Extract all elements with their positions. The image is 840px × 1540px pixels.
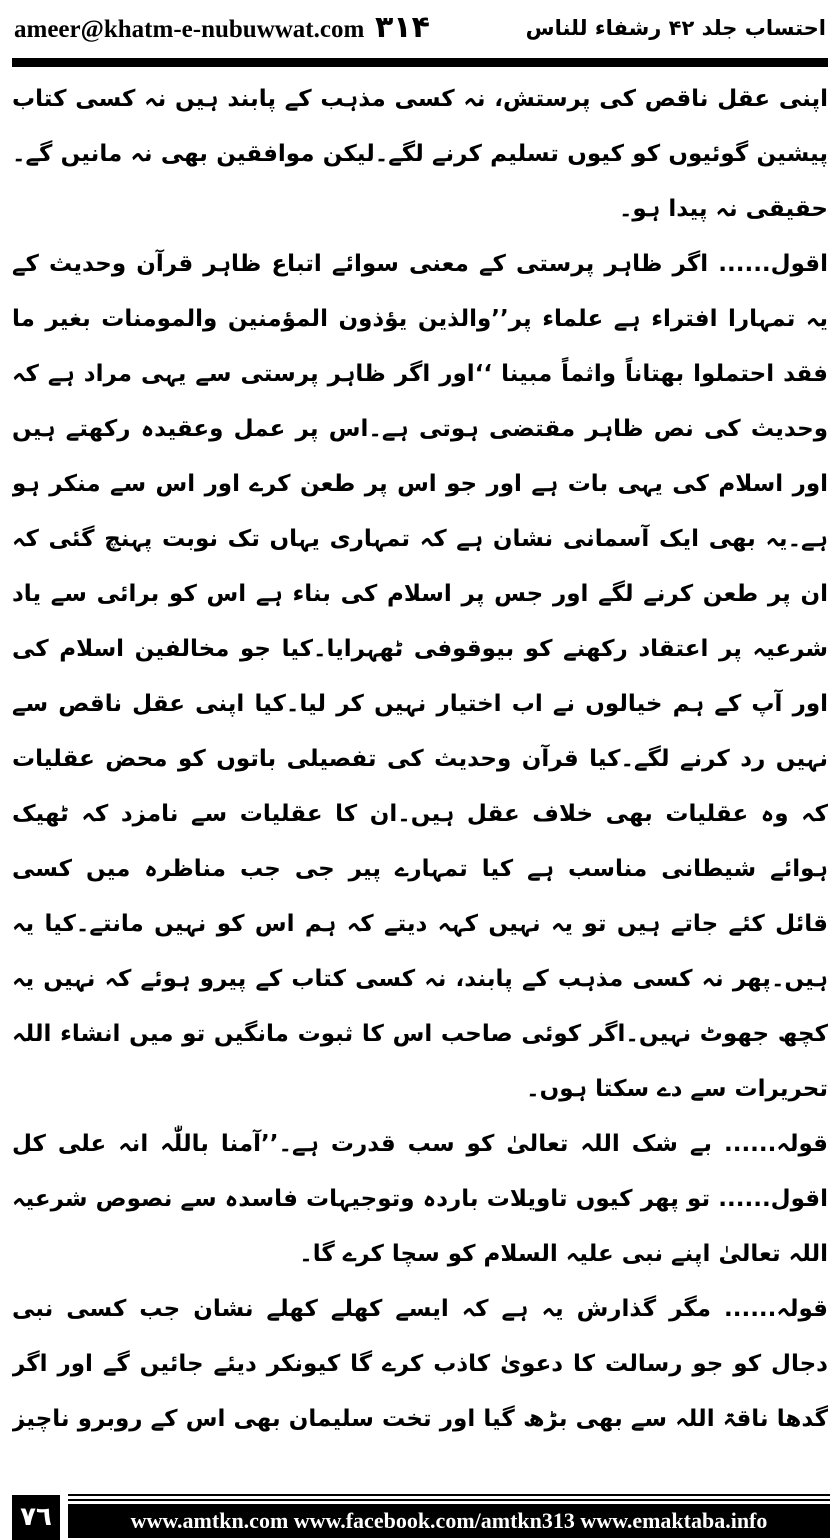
text-line: کچھ جھوٹ نہیں۔اگر کوئی صاحب اس کا ثبوت مانگیں تو میں انشاء اللہ <box>12 1021 828 1047</box>
header-book-title: احتساب جلد ۴۲ رشفاء للناس <box>525 16 826 40</box>
text-line: قولہ...... بے شک اللہ تعالیٰ کو سب قدرت ہے۔’’آمنا باللّٰہ انہ علی کل <box>12 1131 828 1157</box>
text-line: وحدیث کی نص ظاہر مقتضی ہوتی ہے۔اس پر عمل وعقیدہ رکھتے ہیں <box>12 416 828 442</box>
text-line: قائل کئے جاتے ہیں تو یہ نہیں کہہ دیتے کہ ہم اس کو نہیں مانتے۔کیا یہ <box>12 911 828 937</box>
text-line: اقول...... اگر ظاہر پرستی کے معنی سوائے اتباع ظاہر قرآن وحدیث کے <box>12 251 828 277</box>
text-line: اللہ تعالیٰ اپنے نبی علیہ السلام کو سچا کرے گا۔ <box>299 1241 828 1267</box>
footer-rule <box>68 1499 830 1501</box>
text-line: حقیقی نہ پیدا ہو۔ <box>618 196 828 222</box>
header-email: ameer@khatm-e-nubuwwat.com <box>14 16 365 43</box>
text-line: ہے۔یہ بھی ایک آسمانی نشان ہے کہ تمہاری یہاں تک نوبت پہنچ گئی کہ <box>12 526 828 552</box>
text-line: اور اسلام کی یہی بات ہے اور جو اس پر طعن کرے اور اس سے منکر ہو <box>12 471 828 497</box>
text-line: فقد احتملوا بھتاناً واثماً مبینا ‘‘اور اگر ظاہر پرستی سے یہی مراد ہے کہ <box>12 361 828 387</box>
text-line: دجال کو جو رسالت کا دعویٰ کاذب کرے گا کیونکر دیئے جائیں گے اور اگر <box>12 1351 828 1377</box>
text-line: اپنی عقل ناقص کی پرستش، نہ کسی مذہب کے پابند ہیں نہ کسی کتاب <box>12 86 828 112</box>
footer-links: www.amtkn.com www.facebook.com/amtkn313 www.emaktaba.info <box>68 1504 830 1538</box>
text-line: ہیں۔پھر نہ کسی مذہب کے پابند، نہ کسی کتاب کے پیرو ہوئے کہ نہیں یہ <box>12 966 828 992</box>
header-page-number: ۳۱۴ <box>375 10 430 45</box>
text-line: شرعیہ پر اعتقاد رکھنے کو بیوقوفی ٹھہرایا۔کیا جو مخالفین اسلام کی <box>12 636 828 662</box>
text-line: ان پر طعن کرنے لگے اور جس پر اسلام کی بناء ہے اس کو برائی سے یاد <box>12 581 828 607</box>
text-line: گدھا ناقۃ اللہ سے بھی بڑھ گیا اور تخت سلیمان بھی اس کے روبرو ناچیز <box>12 1406 828 1432</box>
page-header <box>0 0 840 58</box>
text-line: ہوائے شیطانی مناسب ہے کیا تمہارے پیر جی جب مناظرہ میں کسی <box>12 856 828 882</box>
text-line: پیشین گوئیوں کو کیوں تسلیم کرنے لگے۔لیکن موافقین بھی نہ مانیں گے۔ <box>12 141 828 167</box>
text-line: یہ تمہارا افتراء ہے علماء پر’’والذین یؤذون المؤمنین والمومنات بغیر ما <box>12 306 828 332</box>
text-line: اور آپ کے ہم خیالوں نے اب اختیار نہیں کر لیا۔کیا اپنی عقل ناقص سے <box>12 691 828 717</box>
text-line: قولہ...... مگر گذارش یہ ہے کہ ایسے کھلے کھلے نشان جب کسی نبی <box>12 1296 828 1322</box>
page-body <box>12 72 828 1447</box>
text-line: کہ وہ عقلیات بھی خلاف عقل ہیں۔ان کا عقلیات سے نامزد کہ ٹھیک <box>12 801 828 827</box>
footer-page-number: ۷٦ <box>12 1495 60 1540</box>
header-rule <box>12 58 828 67</box>
footer-rule <box>68 1494 830 1496</box>
text-line: تحریرات سے دے سکتا ہوں۔ <box>526 1076 828 1102</box>
text-line: اقول...... تو پھر کیوں تاویلات باردہ وتوجیہات فاسدہ سے نصوص شرعیہ <box>12 1186 828 1212</box>
text-line: نہیں رد کرنے لگے۔کیا قرآن وحدیث کی تفصیلی باتوں کو محض عقلیات <box>12 746 828 772</box>
